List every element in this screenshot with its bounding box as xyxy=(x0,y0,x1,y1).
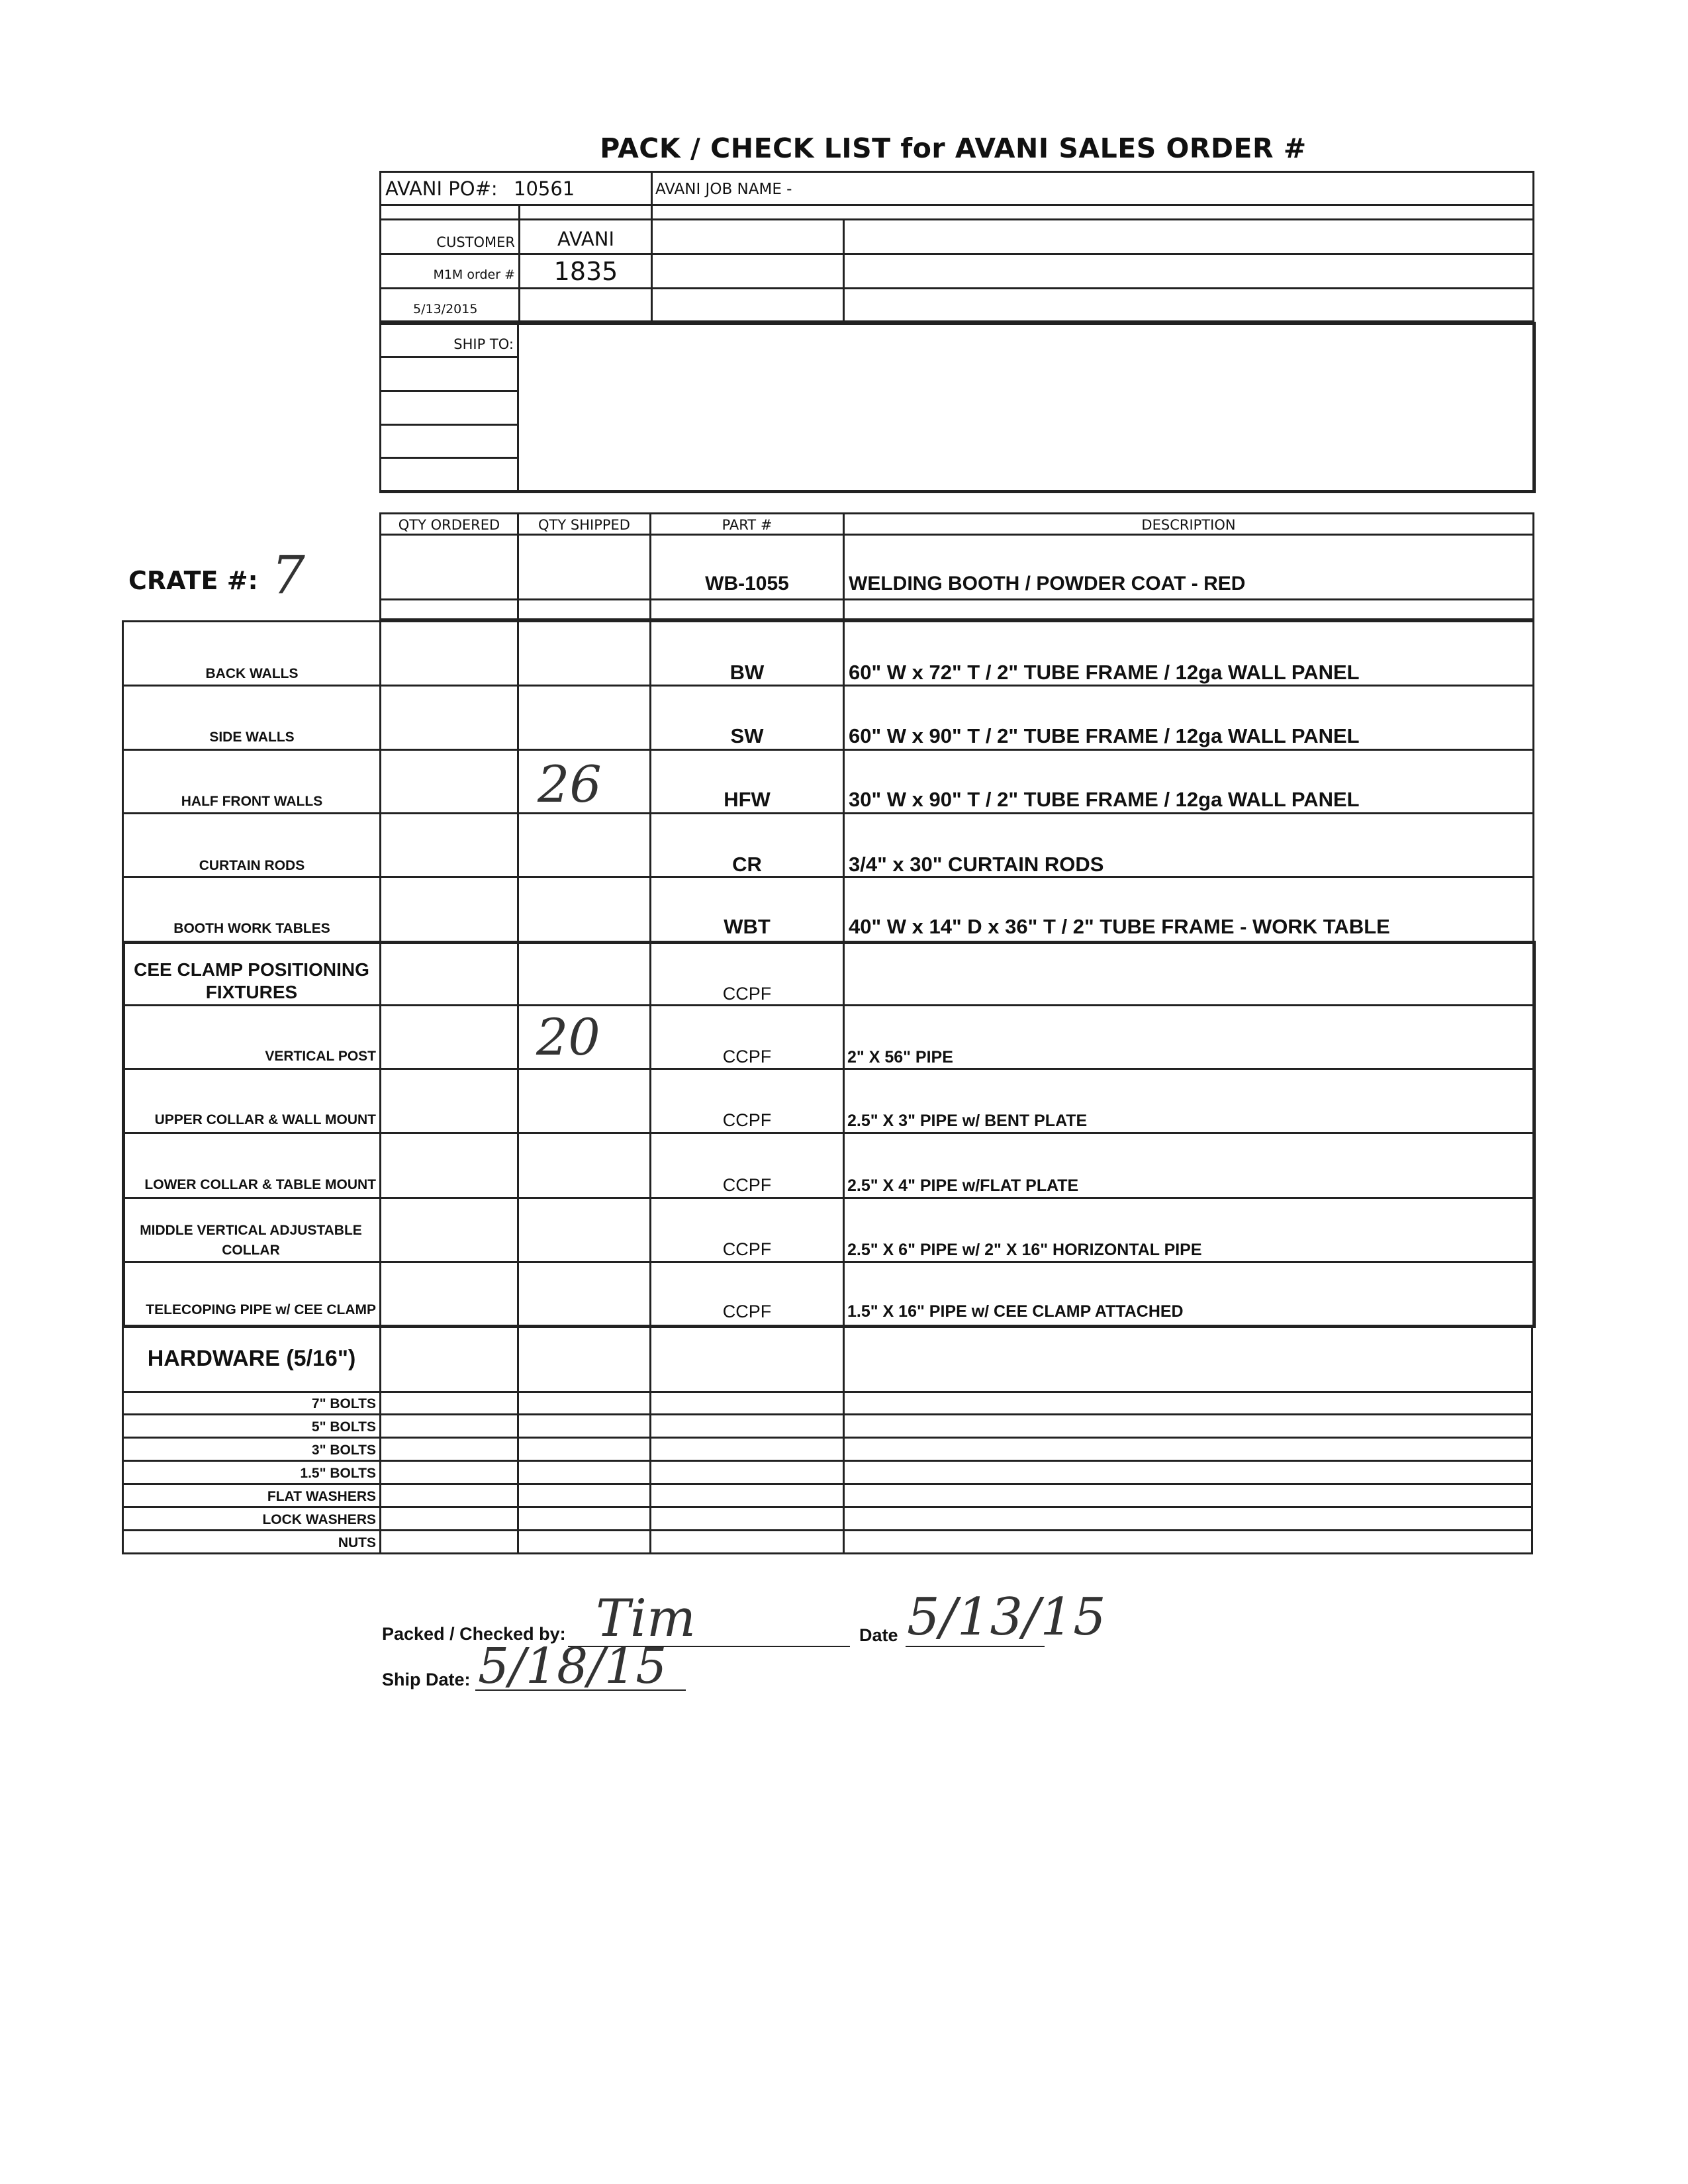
row-part: BW xyxy=(729,661,765,684)
col-part: PART # xyxy=(722,517,773,533)
row-description: 60" W x 90" T / 2" TUBE FRAME / 12ga WALL PANEL xyxy=(849,724,1360,747)
date-label: Date xyxy=(859,1625,898,1645)
ship-date-label: Ship Date: xyxy=(382,1670,471,1689)
hardware-item: LOCK WASHERS xyxy=(262,1512,376,1527)
row-description: 60" W x 72" T / 2" TUBE FRAME / 12ga WALL PANEL xyxy=(849,661,1360,684)
hardware-item: FLAT WASHERS xyxy=(267,1489,376,1504)
row-part: CR xyxy=(732,853,762,876)
row-description: 2.5" X 6" PIPE w/ 2" X 16" HORIZONTAL PIPE xyxy=(847,1241,1202,1259)
row-label: SIDE WALLS xyxy=(209,730,295,745)
hardware-item: NUTS xyxy=(338,1535,376,1550)
row-qty-shipped: 26 xyxy=(538,755,602,814)
row-label: MIDDLE VERTICAL ADJUSTABLE COLLAR xyxy=(140,1223,362,1258)
crate-label: CRATE #: xyxy=(128,566,258,595)
packed-label: Packed / Checked by: xyxy=(382,1624,566,1644)
customer-value: AVANI xyxy=(557,228,615,250)
m1m-value: 1835 xyxy=(553,257,618,286)
row-description: 2.5" X 4" PIPE w/FLAT PLATE xyxy=(847,1176,1079,1195)
row-label: BACK WALLS xyxy=(205,666,299,681)
row-label: VERTICAL POST xyxy=(265,1049,376,1064)
hardware-header: HARDWARE (5/16") xyxy=(147,1346,356,1371)
job-name-label: AVANI JOB NAME - xyxy=(655,181,792,198)
row-part: CCPF xyxy=(722,1239,772,1259)
row-description: 30" W x 90" T / 2" TUBE FRAME / 12ga WALL PANEL xyxy=(849,788,1360,811)
row-part: CCPF xyxy=(722,1175,772,1195)
row-description: 2.5" X 3" PIPE w/ BENT PLATE xyxy=(847,1112,1088,1130)
crate-part: WB-1055 xyxy=(705,573,789,594)
page-title: PACK / CHECK LIST for AVANI SALES ORDER # xyxy=(600,132,1307,164)
col-description: DESCRIPTION xyxy=(1141,517,1236,533)
hardware-item: 3" BOLTS xyxy=(311,1443,376,1458)
ccpf-header: CEE CLAMP POSITIONING FIXTURES xyxy=(134,959,369,1002)
po-value: 10561 xyxy=(514,177,575,200)
hardware-item: 5" BOLTS xyxy=(311,1419,376,1435)
crate-description: WELDING BOOTH / POWDER COAT - RED xyxy=(849,573,1246,594)
customer-label: CUSTOMER xyxy=(436,234,515,250)
packed-value: Tim xyxy=(596,1589,696,1648)
row-part: CCPF xyxy=(722,1110,772,1130)
row-label: LOWER COLLAR & TABLE MOUNT xyxy=(144,1177,376,1192)
row-part: HFW xyxy=(724,788,771,811)
row-label: HALF FRONT WALLS xyxy=(181,794,323,809)
ccpf-header-part: CCPF xyxy=(722,984,772,1004)
row-part: SW xyxy=(730,724,764,747)
order-date: 5/13/2015 xyxy=(413,302,478,316)
row-description: 1.5" X 16" PIPE w/ CEE CLAMP ATTACHED xyxy=(847,1302,1184,1321)
row-part: CCPF xyxy=(722,1302,772,1321)
po-label: AVANI PO#: xyxy=(385,177,498,200)
hardware-item: 7" BOLTS xyxy=(311,1396,376,1411)
col-qty-ordered: QTY ORDERED xyxy=(398,517,500,533)
row-part: CCPF xyxy=(722,1047,772,1067)
date-value: 5/13/15 xyxy=(907,1588,1106,1647)
ship-date-value: 5/18/15 xyxy=(478,1638,667,1695)
row-description: 2" X 56" PIPE xyxy=(847,1048,953,1067)
row-label: TELECOPING PIPE w/ CEE CLAMP xyxy=(146,1302,376,1317)
row-label: BOOTH WORK TABLES xyxy=(173,921,330,936)
col-qty-shipped: QTY SHIPPED xyxy=(538,517,630,533)
row-description: 3/4" x 30" CURTAIN RODS xyxy=(849,853,1104,876)
m1m-label: M1M order # xyxy=(433,267,515,282)
row-description: 40" W x 14" D x 36" T / 2" TUBE FRAME - WORK TABLE xyxy=(849,915,1390,938)
row-part: WBT xyxy=(724,915,771,938)
row-qty-shipped: 20 xyxy=(536,1008,600,1067)
ship-to-label: SHIP TO: xyxy=(453,336,514,352)
row-label: UPPER COLLAR & WALL MOUNT xyxy=(154,1112,376,1127)
row-label: CURTAIN RODS xyxy=(199,858,305,873)
crate-value: 7 xyxy=(271,544,305,606)
hardware-item: 1.5" BOLTS xyxy=(300,1466,376,1481)
